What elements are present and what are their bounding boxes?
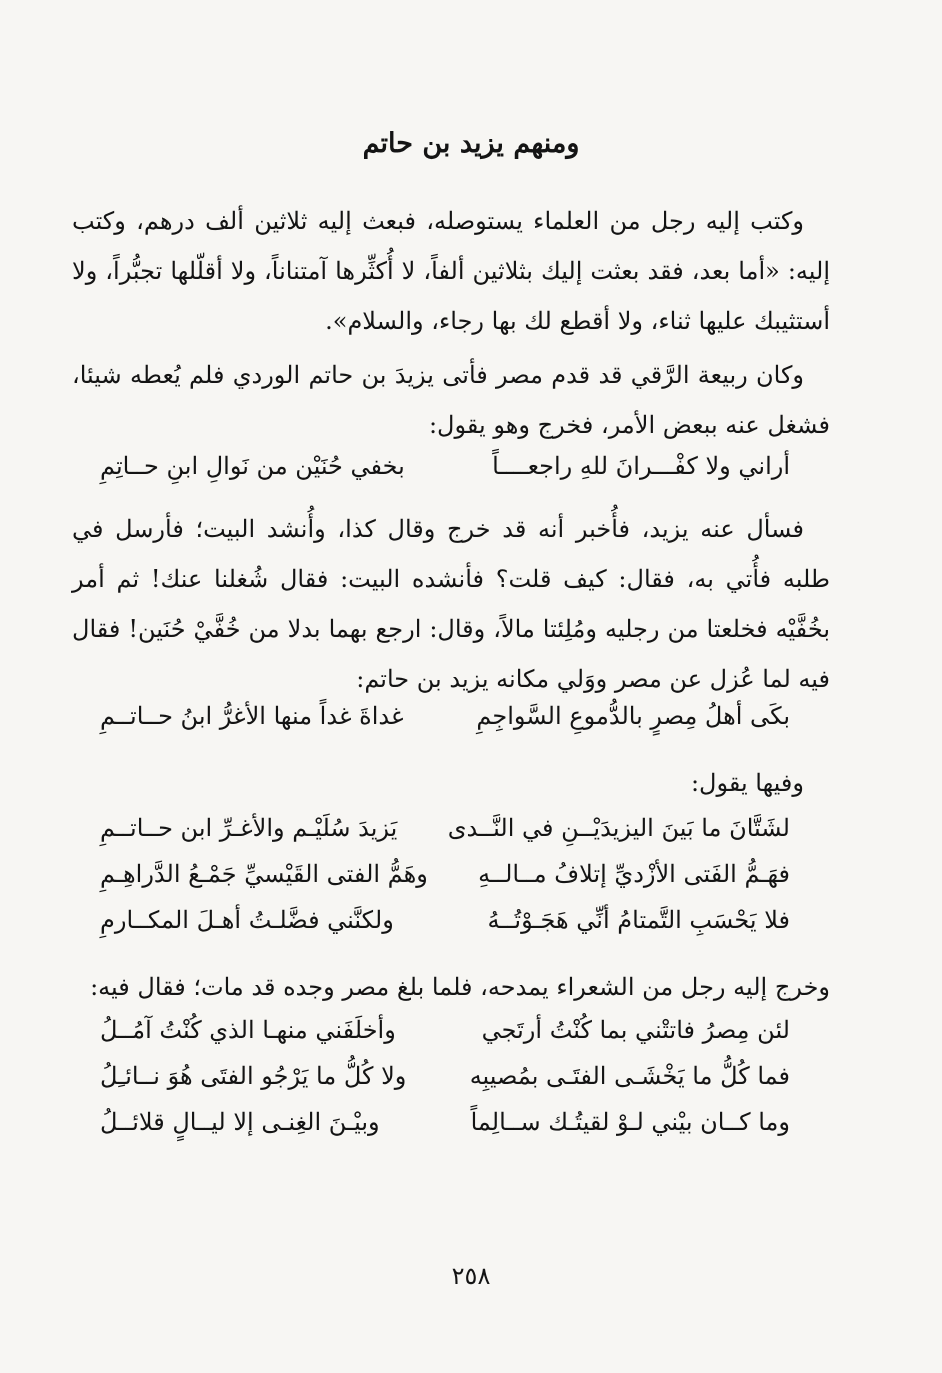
verse-first-hemistich: أراني ولا كفْـــرانَ للهِ راجعــــاً: [492, 452, 790, 480]
verse-first-hemistich: لئن مِصرُ فاتتْني بما كُنْتُ أرتَجي: [481, 1016, 790, 1044]
verse-second-hemistich: وأخلَفَني منهـا الذي كُنْتُ آمُــلُ: [100, 1016, 396, 1044]
verse-first-hemistich: فهَـمُّ الفَتى الأزْديِّ إتلافُ مــالــهِ: [478, 860, 790, 888]
verse-first-hemistich: بكَى أهلُ مِصرٍ بالدُّموعِ السَّواجِمِ: [476, 702, 790, 730]
verse-second-hemistich: ولا كُلُّ ما يَرْجُو الفتَى هُوَ نــائـِلُ: [100, 1062, 407, 1090]
verse-second-hemistich: وبيْـنَ الغِنـى إلا ليــالٍ قلائــلُ: [100, 1108, 380, 1136]
verse-first-hemistich: فما كُلُّ ما يَخْشَـى الفتَـى بمُصيبِه: [469, 1062, 790, 1090]
page-number: ٢٥٨: [451, 1262, 491, 1290]
verse-second-hemistich: يَزيدَ سُلَيْـم والأغـرِّ ابن حــاتــمِ: [100, 814, 398, 842]
paragraph-text: وخرج إليه رجل من الشعراء يمدحه، فلما بلغ مصر وجده قد مات؛ فقال فيه:: [90, 973, 830, 1001]
paragraph-text: فسأل عنه يزيد، فأُخبر أنه قد خرج وقال كذا، وأُنشد البيت؛ فأرسل في طلبه فأُتي به، فقال: كيف قلت؟ فأنشده البيت: فقال شُغلنا عنك! ثم أمر بخُفَّيْه فخلعتا من رجليه ومُلِئتا مالاً، وقال: ارجع بهما بدلا من خُفَّيْ حُنَين! فقال فيه لما عُزل عن مصر ووَلي مكانه يزيد بن حاتم:: [72, 515, 830, 693]
paragraph-text: وكتب إليه رجل من العلماء يستوصله، فبعث إليه ثلاثين ألف درهم، وكتب إليه: «أما بعد، فقد بعثت إليك بثلاثين ألفاً، لا أُكثِّرها آمتناناً، ولا أقلّلها تجبُّراً، ولا أستثيبك عليها ثناء، ولا أقطع لك بها رجاء، والسلام».: [72, 207, 830, 335]
verse-second-hemistich: بخفي حُنَيْن من نَوالِ ابنِ حــاتِمِ: [100, 452, 405, 480]
verse-first-hemistich: فلا يَحْسَبِ التَّمتامُ أنِّي هَجَـوْتُــهُ: [487, 906, 790, 934]
verse-line: [100, 1100, 790, 1144]
verse-first-hemistich: لشَتَّانَ ما بَينَ اليزيدَيْــنِ في النَّــدى: [447, 814, 790, 842]
paragraph-wafiha: [72, 758, 830, 808]
verse-second-hemistich: وهَمُّ الفتى القَيْسيِّ جَمْـعُ الدَّراهِـمِ: [100, 860, 428, 888]
paragraph-khuffayn: [72, 504, 830, 704]
verse-first-hemistich: وما كــان بيْني لـوْ لقيتُـك ســالِماً: [470, 1108, 790, 1136]
paragraph-letter: [72, 196, 830, 346]
verse-line: [100, 1054, 790, 1098]
verse-second-hemistich: غداةَ غداً منها الأغرُّ ابنُ حــاتــمِ: [100, 702, 404, 730]
verse-line: [100, 694, 790, 738]
section-title: ومنهم يزيد بن حاتم: [362, 128, 580, 159]
paragraph-poet: [72, 962, 830, 1012]
paragraph-rabia: [72, 350, 830, 450]
verse-line: [100, 898, 790, 942]
verse-line: [100, 444, 790, 488]
paragraph-text: وكان ربيعة الرَّقي قد قدم مصر فأتى يزيدَ بن حاتم الوردي فلم يُعطه شيئا، فشغل عنه ببعض الأمر، فخرج وهو يقول:: [72, 361, 830, 439]
verse-line: [100, 1008, 790, 1052]
verse-line: [100, 852, 790, 896]
paragraph-text: وفيها يقول:: [690, 769, 804, 797]
verse-second-hemistich: ولكنَّني فضَّلـتُ أهـلَ المكــارمِ: [100, 906, 394, 934]
verse-line: [100, 806, 790, 850]
